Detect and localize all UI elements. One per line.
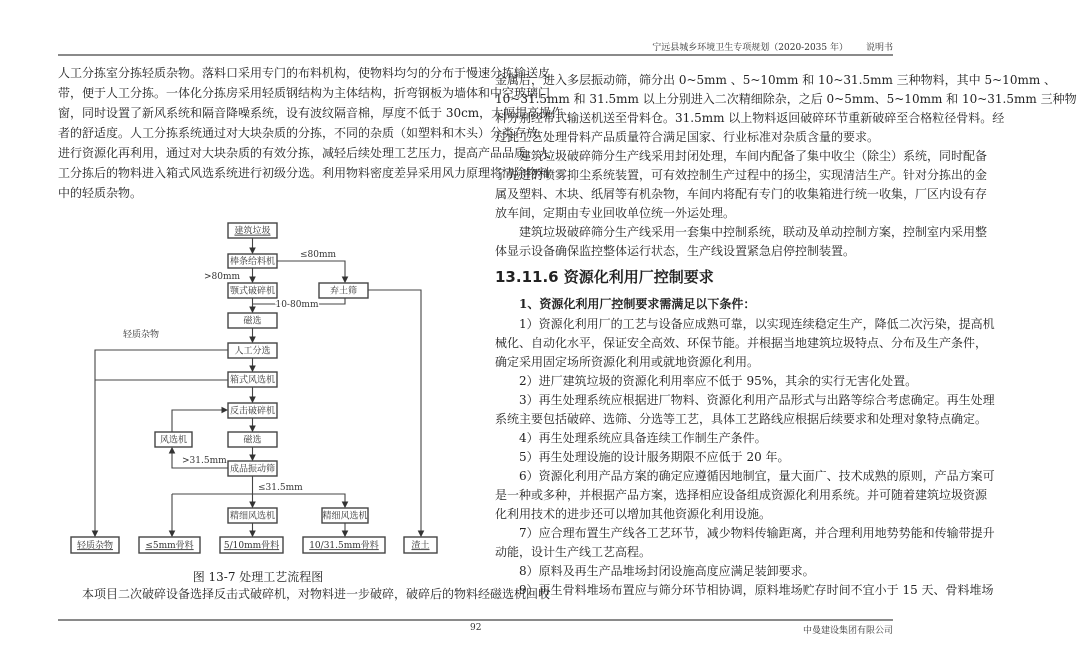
- flow-node-label: 弃土筛: [329, 286, 358, 297]
- text-line: 带，便于人工分拣。一体化分拣房采用轻质钢结构为主体结构，折弯钢板为墙体和中空玻璃门: [58, 86, 551, 100]
- flow-node-label: 箱式风选机: [229, 375, 276, 386]
- flow-node-label: 建筑垃圾: [234, 226, 271, 237]
- flow-node-label: 风选机: [159, 435, 188, 446]
- footer-company: 中曼建设集团有限公司: [802, 626, 893, 636]
- text-line: 5）再生处理设施的设计服务期限不应低于 20 年。: [519, 449, 790, 464]
- text-line: 械化、自动化水平，保证安全高效、环保节能。并根据当地建筑垃圾特点、分布及生产条件，: [495, 335, 988, 350]
- text-line: 工分拣后的物料进入箱式风选系统进行初级分选。利用物料密度差异采用风力原理将清除物料: [58, 166, 551, 180]
- flow-node-n5: [228, 313, 277, 328]
- flow-node-n10: [228, 432, 277, 447]
- text-line: 人工分拣室分拣轻质杂物。落料口采用专门的布料机构，使物料均匀的分布于慢速分拣输送皮: [58, 66, 551, 80]
- flow-node-o5: [404, 537, 437, 553]
- text-line: 3）再生处理系统应根据进厂物料、资源化利用产品形式与出路等综合考虑确定。再生处理: [519, 392, 995, 407]
- flow-node-n2: [228, 254, 277, 268]
- left-column-continued: [58, 585, 551, 604]
- flow-node-label: 磁选: [243, 316, 262, 327]
- flow-node-o1: [71, 537, 119, 553]
- text-line: 本项目二次破碎设备选择反击式破碎机，对物料进一步破碎，破碎后的物料经磁选机回收: [82, 587, 551, 601]
- text-line: 建筑垃圾破碎筛分生产线采用封闭处理，车间内配备了集中收尘（除尘）系统，同时配备: [519, 148, 988, 163]
- text-line: 是一种或多种，并根据产品方案，选择相应设备组成资源化利用系统。并可随着建筑垃圾资源: [495, 487, 988, 502]
- text-line: 6）资源化利用产品方案的确定应遵循因地制宜，量大面广、技术成熟的原则，产品方案可: [519, 468, 995, 483]
- text-line: 进行资源化再利用，通过对大块杂质的有效分拣，减轻后续处理工艺压力，提高产品品质。人: [58, 146, 551, 160]
- flow-node-n4: [319, 283, 368, 298]
- label-light-impurities: 轻质杂物: [122, 330, 160, 340]
- flow-node-label: 人工分选: [234, 346, 271, 357]
- page-number: 92: [470, 623, 482, 633]
- flow-node-n1: [228, 223, 277, 238]
- flow-node-n8: [228, 403, 277, 418]
- flow-node-label: 棒条给料机: [229, 257, 276, 268]
- text-line: 4）再生处理系统应具备连续工作制生产条件。: [519, 430, 767, 445]
- flow-node-o4: [303, 537, 385, 553]
- flow-node-label: 渣土: [411, 541, 430, 552]
- flow-node-label: 颚式破碎机: [229, 286, 276, 297]
- text-line: 2）进厂建筑垃圾的资源化利用率应不低于 95%，其余的实行无害化处置。: [519, 373, 918, 388]
- section-heading: 13.11.6 资源化利用厂控制要求: [495, 267, 714, 286]
- flow-node-label: 精细风选机: [229, 511, 276, 522]
- figure-caption: 图 13-7 处理工艺流程图: [192, 570, 324, 584]
- text-line: 放车间，定期由专业回收单位统一外运处理。: [495, 205, 736, 220]
- text-line: 中的轻质杂物。: [58, 186, 143, 200]
- text-line: 者的舒适度。人工分拣系统通过对大块杂质的分拣，不同的杂质（如塑料和木头）分类存放，: [58, 126, 551, 140]
- text-line: 化利用技术的进步还可以增加其他资源化利用设施。: [495, 506, 772, 521]
- text-line: 建筑垃圾破碎筛分生产线采用一套集中控制系统，联动及单动控制方案，控制室内采用整: [519, 224, 988, 239]
- text-line: 系统主要包括破碎、选筛、分选等工艺，具体工艺路线应根据后续要求和处理对象特点确定。: [495, 411, 988, 426]
- right-column: [495, 71, 1077, 600]
- text-line: 金属后，进入多层振动筛，筛分出 0~5mm 、5~10mm 和 10~31.5mm 三种物料，其中 5~10mm 、: [495, 72, 1057, 87]
- text-line: 体显示设备确保监控整体运行状态，生产线设置紧急启停控制装置。: [495, 243, 856, 258]
- header-doc-type: 说明书: [865, 43, 893, 53]
- flow-node-n11: [228, 461, 277, 476]
- text-line: 了先进的喷雾抑尘系统装置，可有效控制生产过程中的扬尘，实现清洁生产。针对分拣出的金: [495, 167, 988, 182]
- header-title: 宁远县城乡环境卫生专项规划（2020-2035 年）: [652, 43, 848, 53]
- flow-node-label: 10/31.5mm骨料: [309, 541, 379, 552]
- text-line: 7）应合理布置生产线各工艺环节，减少物料传输距离，并合理利用地势势能和传输带提升: [519, 525, 995, 540]
- flow-node-label: ≤5mm骨料: [145, 541, 194, 552]
- label-le80mm: ≤80mm: [300, 250, 337, 260]
- label-10-80mm: 10-80mm: [275, 300, 319, 310]
- flow-node-label: 5/10mm骨料: [223, 541, 280, 552]
- flow-node-o3: [220, 537, 283, 553]
- flow-node-n3: [228, 283, 277, 298]
- flow-node-n7: [228, 372, 277, 387]
- flow-node-label: 轻质杂物: [76, 541, 114, 552]
- flow-node-label: 精细风选机: [322, 511, 368, 522]
- flow-node-o2: [139, 537, 200, 553]
- text-line: 8）原料及再生产品堆场封闭设施高度应满足装卸要求。: [519, 563, 815, 578]
- flow-node-label: 成品振动筛: [229, 464, 276, 475]
- flow-node-n9: [155, 432, 192, 447]
- flow-node-n12: [228, 508, 277, 523]
- flow-node-n6: [228, 343, 277, 358]
- text-line: 10~31.5mm 和 31.5mm 以上分别进入二次精细除杂，之后 0~5mm、5~10mm 和 10~31.5mm 三种物: [495, 91, 1077, 106]
- text-line: 确定采用固定场所资源化利用或就地资源化利用。: [495, 354, 760, 369]
- text-line: 料分别经带式输送机送至骨料仓。31.5mm 以上物料返回破碎环节重新破碎至合格粒径骨料。经: [495, 110, 1005, 125]
- text-line: 属及塑料、木块、纸屑等有机杂物，车间内将配有专门的收集箱进行统一收集，厂区内设有存: [495, 186, 988, 201]
- text-line: 动能，设计生产线工艺高程。: [495, 544, 652, 559]
- subsection-heading: 1、资源化利用厂控制要求需满足以下条件：: [519, 296, 756, 311]
- text-line: 9）再生骨料堆场布置应与筛分环节相协调，原料堆场贮存时间不宜小于 15 天、骨料堆场: [519, 582, 994, 597]
- text-line: 过此工艺处理骨料产品质量符合满足国家、行业标准对杂质含量的要求。: [495, 129, 880, 144]
- label-le31-5mm: ≤31.5mm: [258, 483, 303, 493]
- text-line: 窗，同时设置了新风系统和隔音降噪系统，设有波纹隔音棉，厚度不低于 30cm，大幅提高操作: [58, 106, 564, 120]
- flow-node-n13: [322, 508, 368, 523]
- footer-rule: [58, 619, 893, 621]
- label-gt31-5mm: >31.5mm: [182, 456, 227, 466]
- flow-node-label: 反击破碎机: [229, 406, 276, 417]
- text-line: 1）资源化利用厂的工艺与设备应成熟可靠，以实现连续稳定生产，降低二次污染，提高机: [519, 316, 995, 331]
- label-gt80mm: >80mm: [203, 272, 241, 282]
- flow-node-label: 磁选: [243, 435, 262, 446]
